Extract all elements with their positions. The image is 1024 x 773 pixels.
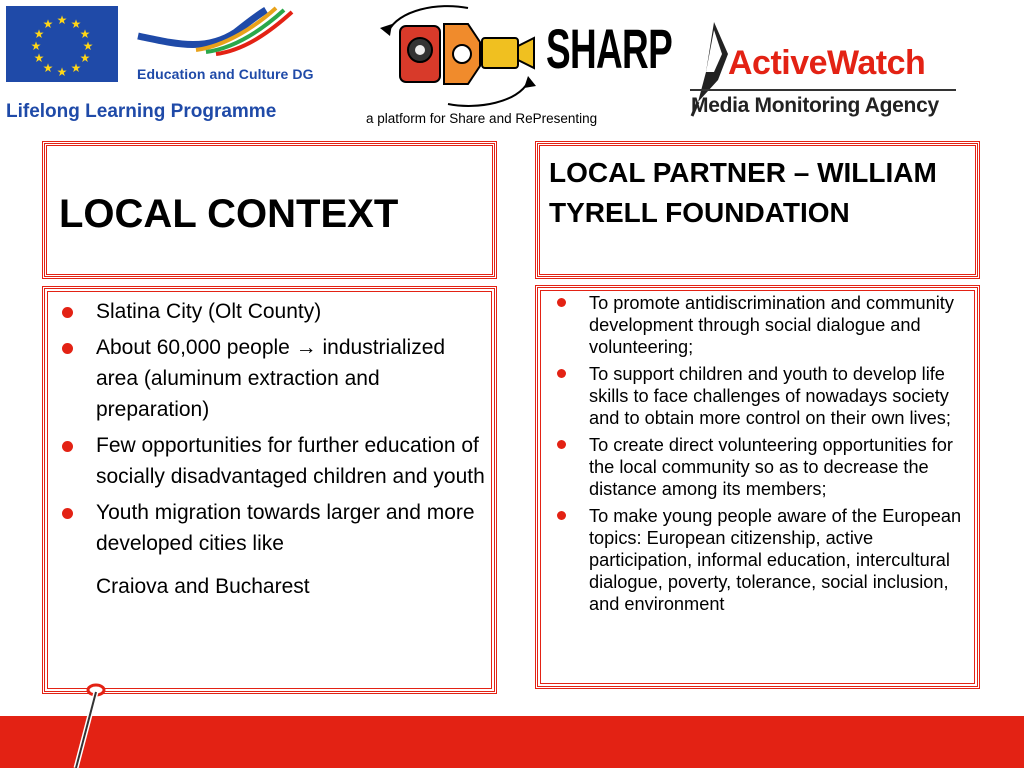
svg-text:★: ★ (33, 27, 45, 41)
footer-band (0, 716, 1024, 768)
svg-text:★: ★ (70, 17, 82, 31)
sharp-tagline: a platform for Share and RePresenting (366, 111, 598, 126)
svg-text:★: ★ (70, 61, 82, 75)
local-partner-title-box (537, 143, 978, 277)
activewatch-subtitle: Media Monitoring Agency (691, 94, 939, 117)
list-item: About 60,000 people → industrialized area (aluminum extraction and preparation) (54, 332, 492, 425)
list-item: To make young people aware of the European topics: European citizenship, active participation, informal education, intercultural dialogue, poverty, tolerance, social inclusion, and environment (545, 505, 969, 615)
education-culture-swoosh-icon (136, 6, 296, 62)
local-context-title-box (44, 143, 495, 277)
programme-label: Lifelong Learning Programme (6, 101, 277, 122)
local-partner-title: LOCAL PARTNER – WILLIAM TYRELL FOUNDATION (549, 157, 937, 228)
svg-text:★: ★ (79, 27, 91, 41)
push-pin-icon (60, 680, 120, 768)
dg-label: Education and Culture DG (137, 66, 314, 82)
logo-divider (690, 89, 956, 91)
list-item: To support children and youth to develop life skills to face challenges of nowadays society and to obtain more control on their own lives; (545, 363, 969, 429)
svg-text:★: ★ (42, 17, 54, 31)
list-item: Slatina City (Olt County) (54, 296, 492, 327)
svg-text:★: ★ (30, 39, 42, 53)
camera-recycle-icon (378, 2, 538, 110)
local-partner-list (545, 292, 969, 620)
svg-text:★: ★ (56, 13, 68, 27)
list-item: Youth migration towards larger and more developed cities like (54, 497, 492, 559)
list-item: Few opportunities for further education of socially disadvantaged children and youth (54, 430, 492, 492)
list-item-continuation: Craiova and Bucharest (96, 575, 310, 598)
svg-text:★: ★ (56, 65, 68, 79)
local-context-content-box (44, 288, 495, 692)
local-context-title: LOCAL CONTEXT (59, 192, 399, 236)
svg-text:★: ★ (33, 51, 45, 65)
eu-flag-icon (6, 6, 118, 82)
list-item: To promote antidiscrimination and community development through social dialogue and volunteering; (545, 292, 969, 358)
svg-text:★: ★ (82, 39, 94, 53)
svg-text:★: ★ (42, 61, 54, 75)
local-partner-content-box (537, 287, 978, 687)
svg-text:★: ★ (79, 51, 91, 65)
sharp-wordmark: SHARP (546, 17, 673, 80)
list-item: To create direct volunteering opportunities for the local community so as to decrease the distance among its members; (545, 434, 969, 500)
local-context-list (54, 296, 492, 607)
activewatch-name: ActiveWatch (728, 44, 926, 82)
